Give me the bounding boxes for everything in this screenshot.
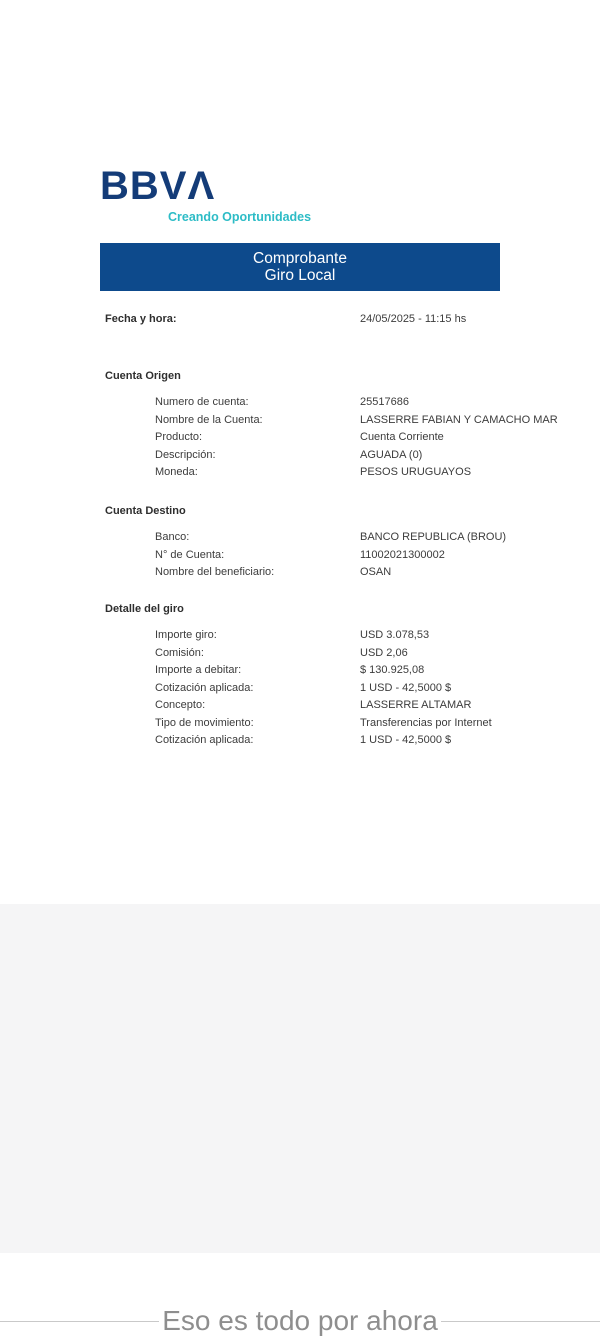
end-of-list-text: Eso es todo por ahora [162,1305,438,1336]
fecha-label: Fecha y hora: [105,313,177,325]
row-label: Comisión: [155,646,204,659]
row-value: AGUADA (0) [360,448,423,461]
detail-row [100,680,492,698]
row-label: Importe giro: [155,629,217,641]
row-label: Importe a debitar: [155,664,242,676]
detail-row [100,429,558,447]
row-value: Transferencias por Internet [360,716,492,729]
fecha-row [100,312,466,326]
detail-row [100,447,558,465]
detail-row [100,394,558,412]
receipt-title-line2: Giro Local [264,267,336,284]
row-value: 1 USD - 42,5000 $ [360,681,452,694]
detail-row [100,645,492,663]
row-label: Tipo de movimiento: [155,716,254,729]
divider-line-left [0,1321,159,1322]
section-title: Cuenta Destino [105,505,186,517]
fecha-value: 24/05/2025 - 11:15 hs [360,313,467,325]
row-label: Nombre de la Cuenta: [155,413,263,426]
row-value: USD 3.078,53 [360,629,430,641]
detail-row [100,412,558,430]
row-label: Producto: [155,431,203,443]
section-title: Cuenta Origen [105,370,181,382]
brand-tagline: Creando Oportunidades [168,210,312,224]
row-value: 25517686 [360,396,409,408]
row-label: Cotización aplicada: [155,681,254,694]
row-label: Cotización aplicada: [155,734,254,746]
row-label: Numero de cuenta: [155,396,249,408]
detail-row [100,464,558,482]
row-value: Cuenta Corriente [360,431,444,443]
row-label: Moneda: [155,466,198,478]
row-label: Concepto: [155,699,206,711]
end-of-list-divider [0,1305,600,1337]
row-label: N° de Cuenta: [155,548,225,561]
row-value: USD 2,06 [360,646,408,659]
detail-row [100,627,492,645]
section-detalle-del-giro [100,602,492,750]
receipt-title-bar [100,243,500,291]
detail-row [100,662,492,680]
row-label: Descripción: [155,448,216,461]
divider-line-right [441,1321,600,1322]
bbva-wordmark: BBVΛ [100,164,216,208]
section-title: Detalle del giro [105,603,184,615]
row-label: Banco: [155,531,190,543]
row-value: $ 130.925,08 [360,664,425,676]
detail-row [100,564,506,582]
row-value: LASSERRE FABIAN Y CAMACHO MAR [360,413,558,426]
row-value: 1 USD - 42,5000 $ [360,734,452,746]
row-value: LASSERRE ALTAMAR [360,699,472,711]
background-panel [0,904,600,1253]
detail-row [100,697,492,715]
row-label: Nombre del beneficiario: [155,566,275,578]
detail-row [100,732,492,750]
row-value: PESOS URUGUAYOS [360,466,472,478]
section-cuenta-origen [100,369,558,482]
detail-row [100,529,506,547]
row-value: BANCO REPUBLICA (BROU) [360,531,507,543]
row-value: 11002021300002 [360,548,445,561]
detail-row [100,715,492,733]
section-cuenta-destino [100,504,506,582]
brand-logo [100,166,311,224]
detail-row [100,547,506,565]
row-value: OSAN [360,566,392,578]
receipt-title-line1: Comprobante [253,250,347,267]
